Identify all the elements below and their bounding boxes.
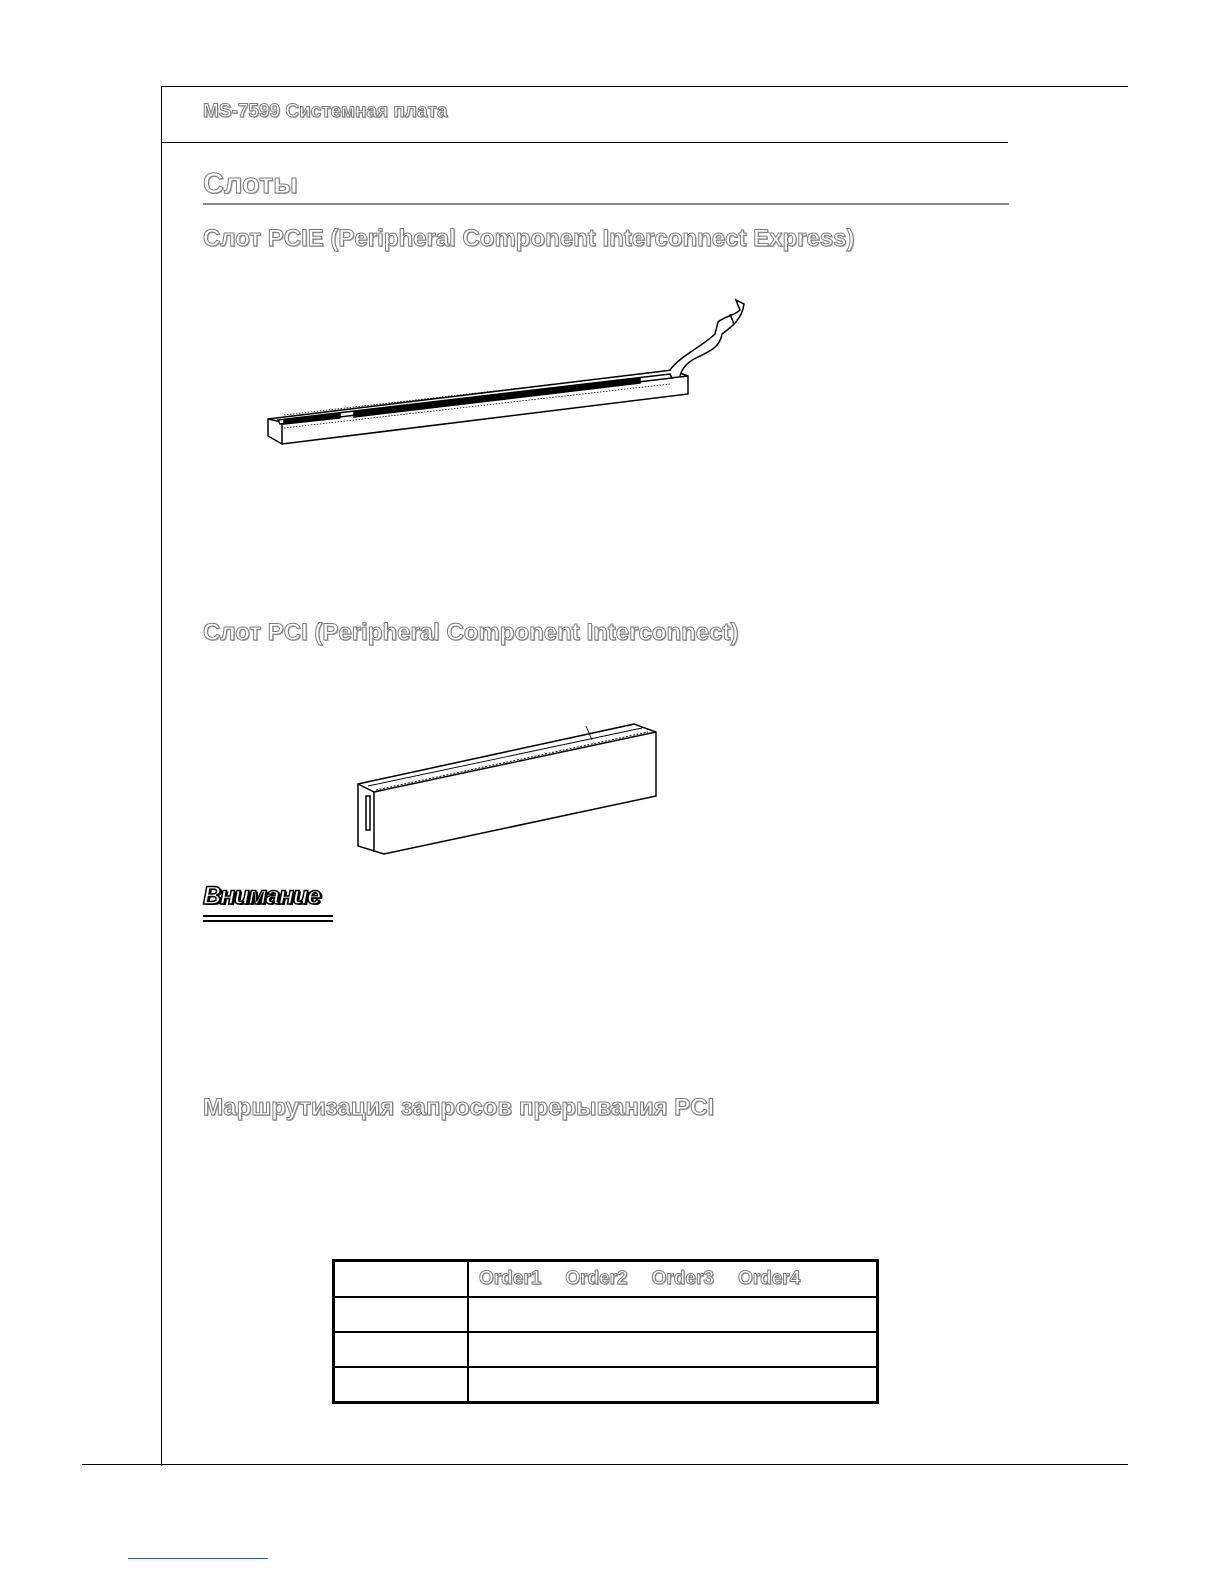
table-cell (468, 1332, 878, 1367)
pci-slot-title: Слот PCI (Peripheral Component Interconnect) (203, 619, 739, 646)
pcie-slot-illustration (260, 296, 760, 486)
bottom-rule (82, 1464, 1128, 1465)
order3-header: Order3 (651, 1268, 714, 1289)
table-cell (468, 1367, 878, 1403)
irq-routing-title: Маршрутизация запросов прерывания PCI (203, 1094, 715, 1121)
header-title: MS-7599 Системная плата (203, 101, 448, 122)
table-header-cell (334, 1261, 469, 1298)
irq-routing-table (332, 1259, 879, 1404)
attention-underline-2 (203, 920, 333, 922)
order1-header: Order1 (479, 1268, 542, 1289)
header-underline (162, 142, 1008, 143)
left-rule (161, 86, 162, 1466)
section-title-underline (203, 203, 1009, 205)
pci-slot-illustration (352, 716, 664, 860)
attention-heading: Внимание (203, 882, 321, 910)
table-cell (334, 1332, 469, 1367)
pcie-slot-title: Слот PCIE (Peripheral Component Interconnect Express) (203, 225, 855, 252)
order2-header: Order2 (565, 1268, 628, 1289)
footer-link-line[interactable] (128, 1558, 268, 1559)
table-header-orders (468, 1261, 878, 1298)
table-cell (468, 1297, 878, 1332)
order4-header: Order4 (737, 1268, 801, 1289)
table-cell (334, 1367, 469, 1403)
table-row (334, 1367, 878, 1403)
table-row (334, 1297, 878, 1332)
section-title: Слоты (203, 168, 298, 200)
top-rule (162, 86, 1128, 87)
table-header-row (334, 1261, 878, 1298)
attention-underline (203, 915, 333, 917)
table-cell (334, 1297, 469, 1332)
table-row (334, 1332, 878, 1367)
